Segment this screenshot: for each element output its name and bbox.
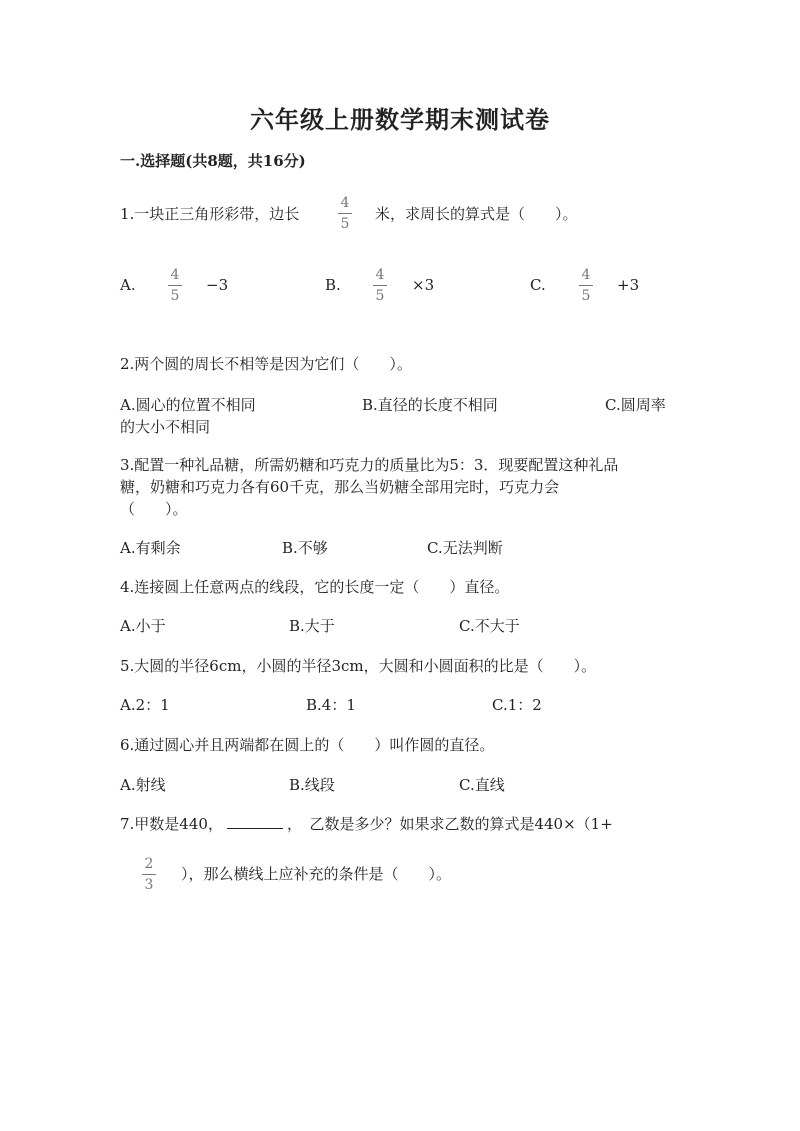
q4-option-b: B.大于 bbox=[289, 617, 335, 635]
q7-text-before: 7.甲数是440， bbox=[120, 815, 223, 833]
q7-fraction bbox=[142, 857, 156, 892]
q3-line-2: 糖，奶糖和巧克力各有60千克，那么当奶糖全部用完时，巧克力会 bbox=[120, 478, 560, 496]
q1-option-b-label: B. bbox=[325, 276, 341, 294]
section-heading: 一.选择题(共8题，共16分) bbox=[120, 152, 306, 170]
fraction-numerator: 4 bbox=[170, 267, 180, 283]
q6-option-a: A.射线 bbox=[120, 776, 166, 794]
answer-blank bbox=[227, 814, 283, 829]
q5-text: 5.大圆的半径6cm，小圆的半径3cm，大圆和小圆面积的比是（ ）。 bbox=[120, 657, 597, 675]
fraction-numerator: 4 bbox=[375, 267, 385, 283]
page-title: 六年级上册数学期末测试卷 bbox=[250, 105, 550, 134]
q1-option-c-op: +3 bbox=[617, 276, 640, 294]
q1-fraction bbox=[338, 196, 352, 231]
fraction-numerator: 2 bbox=[144, 856, 154, 872]
q1-option-b-fraction bbox=[373, 268, 387, 303]
q1-option-a-label: A. bbox=[120, 276, 136, 294]
q3-option-c: C.无法判断 bbox=[427, 539, 503, 557]
fraction-denominator: 5 bbox=[170, 288, 180, 304]
q1-text-before: 1.一块正三角形彩带，边长 bbox=[120, 205, 300, 223]
q2-option-c-continued: 的大小不相同 bbox=[120, 418, 211, 436]
q3-option-b: B.不够 bbox=[282, 539, 328, 557]
q5-option-a: A.2：1 bbox=[120, 696, 170, 714]
q5-option-b: B.4：1 bbox=[306, 696, 356, 714]
q2-option-b: B.直径的长度不相同 bbox=[362, 396, 498, 414]
q3-line-3: （ ）。 bbox=[120, 500, 188, 518]
fraction-numerator: 4 bbox=[581, 267, 591, 283]
q5-option-c: C.1：2 bbox=[492, 696, 542, 714]
q1-option-a-op: −3 bbox=[206, 276, 229, 294]
q4-option-c: C.不大于 bbox=[459, 617, 520, 635]
q1-option-b-op: ×3 bbox=[412, 276, 435, 294]
q7-line-1 bbox=[120, 813, 613, 834]
q1-option-c-label: C. bbox=[530, 276, 546, 294]
fraction-denominator: 5 bbox=[375, 288, 385, 304]
fraction-denominator: 3 bbox=[144, 877, 154, 893]
q3-option-a: A.有剩余 bbox=[120, 539, 181, 557]
q1-option-c-fraction bbox=[579, 268, 593, 303]
q1-fraction-numerator: 4 bbox=[340, 195, 350, 211]
q6-option-b: B.线段 bbox=[289, 776, 335, 794]
q7-line-2: ），那么横线上应补充的条件是（ ）。 bbox=[181, 865, 452, 883]
q4-option-a: A.小于 bbox=[120, 617, 166, 635]
q2-text: 2.两个圆的周长不相等是因为它们（ ）。 bbox=[120, 355, 412, 373]
q2-option-c: C.圆周率 bbox=[605, 396, 666, 414]
q2-option-a: A.圆心的位置不相同 bbox=[120, 396, 256, 414]
q6-option-c: C.直线 bbox=[459, 776, 505, 794]
fraction-denominator: 5 bbox=[581, 288, 591, 304]
q3-line-1: 3.配置一种礼品糖，所需奶糖和巧克力的质量比为5：3．现要配置这种礼品 bbox=[120, 456, 619, 474]
q4-text: 4.连接圆上任意两点的线段，它的长度一定（ ）直径。 bbox=[120, 578, 510, 596]
q1-text-after: 米，求周长的算式是（ ）。 bbox=[375, 205, 578, 223]
q1-option-a-fraction bbox=[168, 268, 182, 303]
q6-text: 6.通过圆心并且两端都在圆上的（ ）叫作圆的直径。 bbox=[120, 736, 495, 754]
q7-text-after: ， 乙数是多少？如果求乙数的算式是440×（1+ bbox=[286, 815, 613, 833]
q1-fraction-denominator: 5 bbox=[340, 216, 350, 232]
